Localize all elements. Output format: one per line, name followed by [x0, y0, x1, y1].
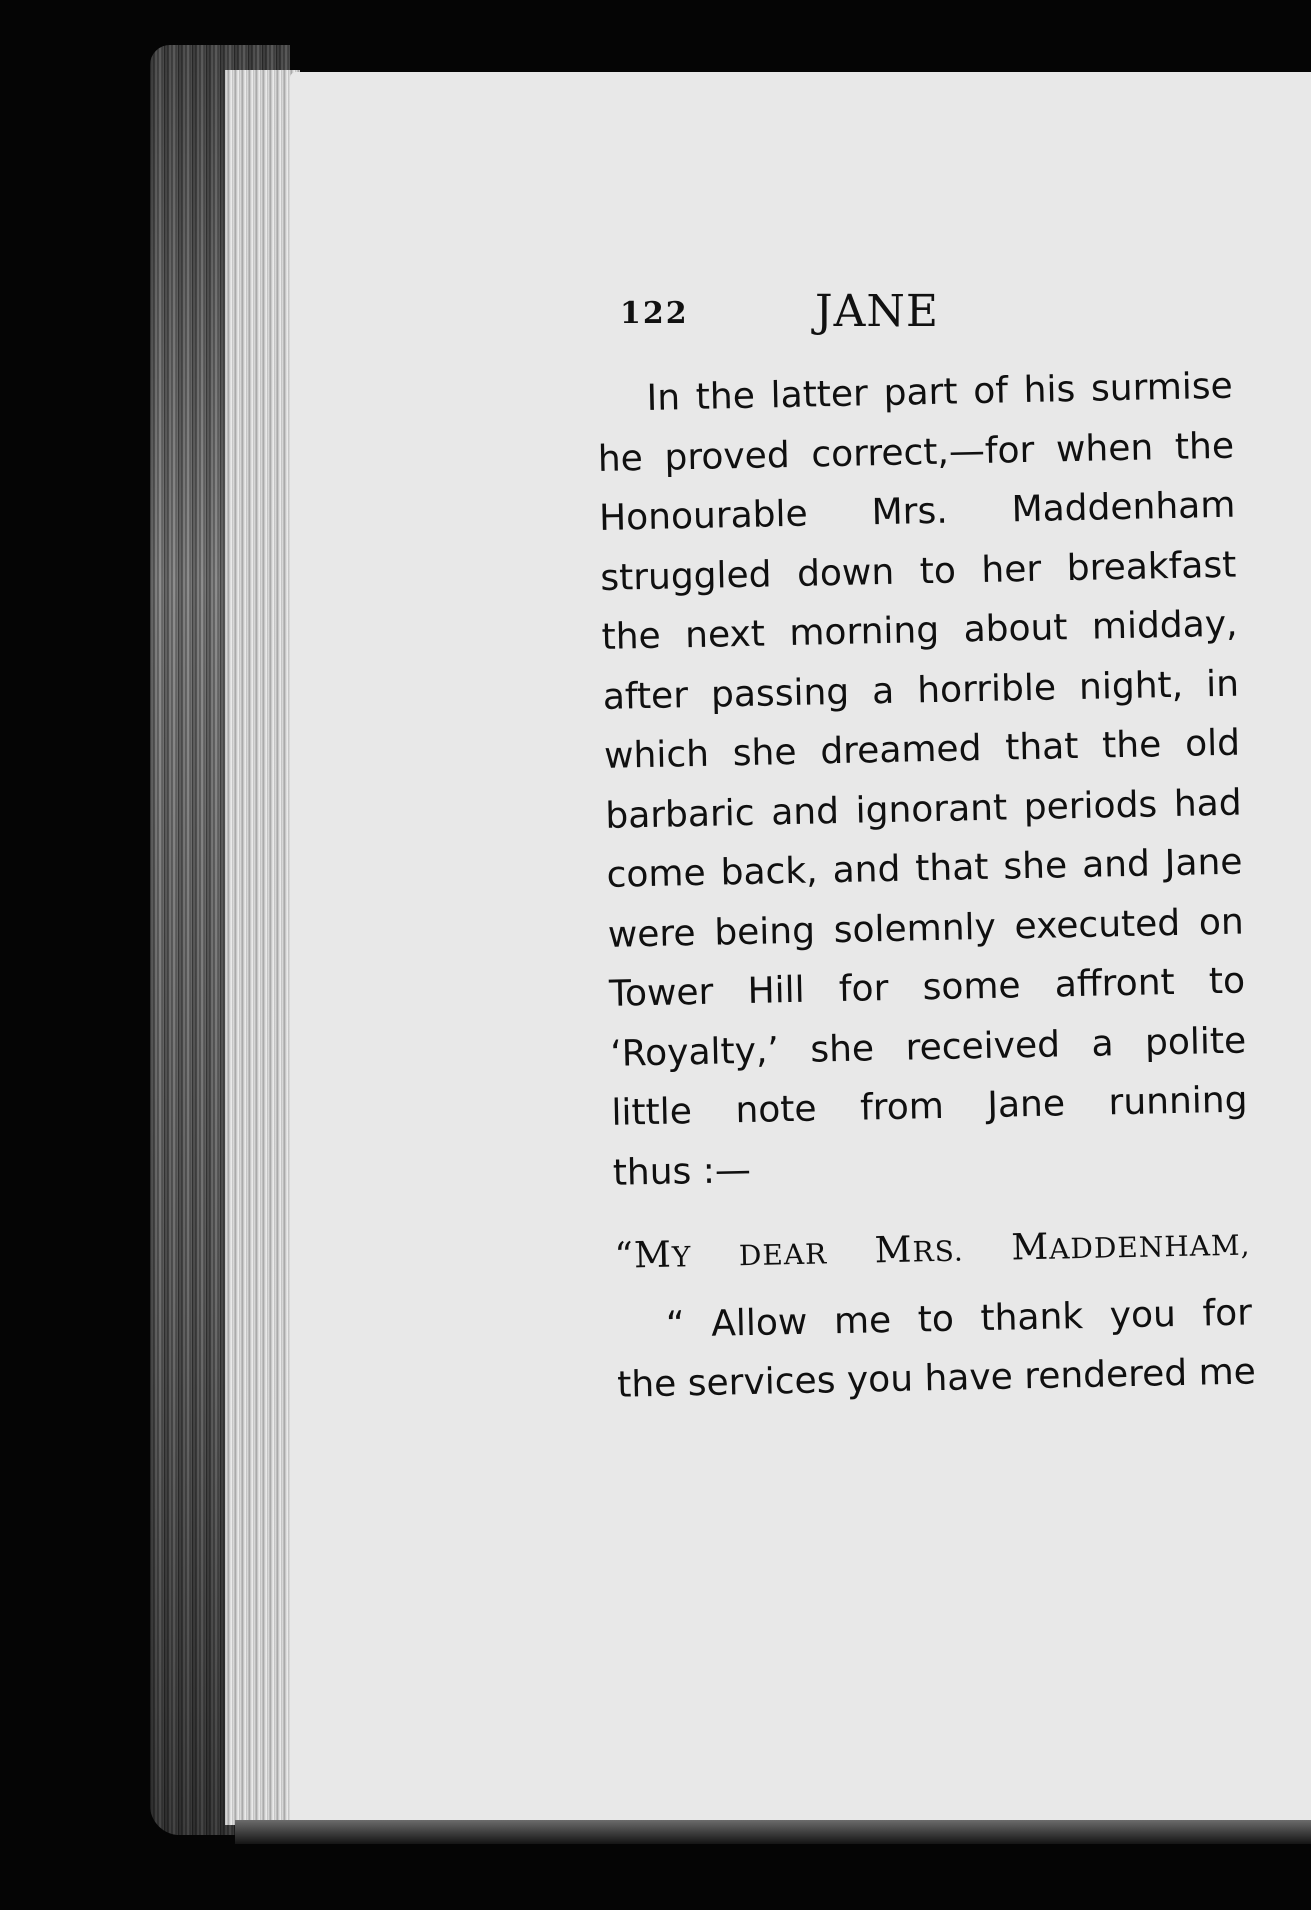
salutation-mrs-cap: M	[874, 1229, 913, 1272]
text-line: after passing a horrible night, in	[602, 663, 1240, 718]
text-line: little note from Jane running	[611, 1079, 1248, 1134]
page-bottom-edge	[235, 1820, 1311, 1844]
text-line: thus :—	[612, 1149, 752, 1194]
text-line: he proved correct,—for when the	[597, 425, 1235, 480]
salutation-name-rest: ADDENHAM,	[1048, 1228, 1251, 1266]
salutation-my-rest: Y	[671, 1240, 692, 1274]
text-line: struggled down to her breakfast	[599, 544, 1237, 599]
letter-salutation	[614, 1213, 1251, 1288]
text-line: Honourable Mrs. Maddenham	[598, 484, 1236, 539]
salutation-quote: “	[614, 1235, 635, 1277]
text-line: come back, and that she and Jane	[606, 841, 1243, 896]
letter-line: the services you have rendered me	[616, 1351, 1257, 1406]
text-line: were being solemnly executed on	[607, 901, 1245, 956]
running-title: JANE	[815, 286, 940, 337]
text-line: ‘Royalty,’ she received a polite	[609, 1020, 1247, 1075]
salutation-dear: DEAR	[738, 1237, 828, 1273]
letter-line: “ Allow me to thank you for	[665, 1291, 1253, 1346]
salutation-my-cap: M	[633, 1234, 673, 1277]
text-line: barbaric and ignorant periods had	[604, 782, 1243, 837]
page-edges	[225, 70, 300, 1825]
body-text	[596, 357, 1257, 1416]
text-line: Tower Hill for some affront to	[608, 960, 1246, 1015]
salutation-mrs-rest: RS.	[912, 1234, 965, 1269]
salutation-name-cap: M	[1010, 1226, 1050, 1269]
page-number: 122	[620, 296, 689, 331]
running-head	[620, 286, 1020, 346]
text-line: In the latter part of his surmise	[646, 365, 1234, 419]
text-line: the next morning about midday,	[601, 603, 1238, 658]
text-line: which she dreamed that the old	[603, 722, 1241, 777]
